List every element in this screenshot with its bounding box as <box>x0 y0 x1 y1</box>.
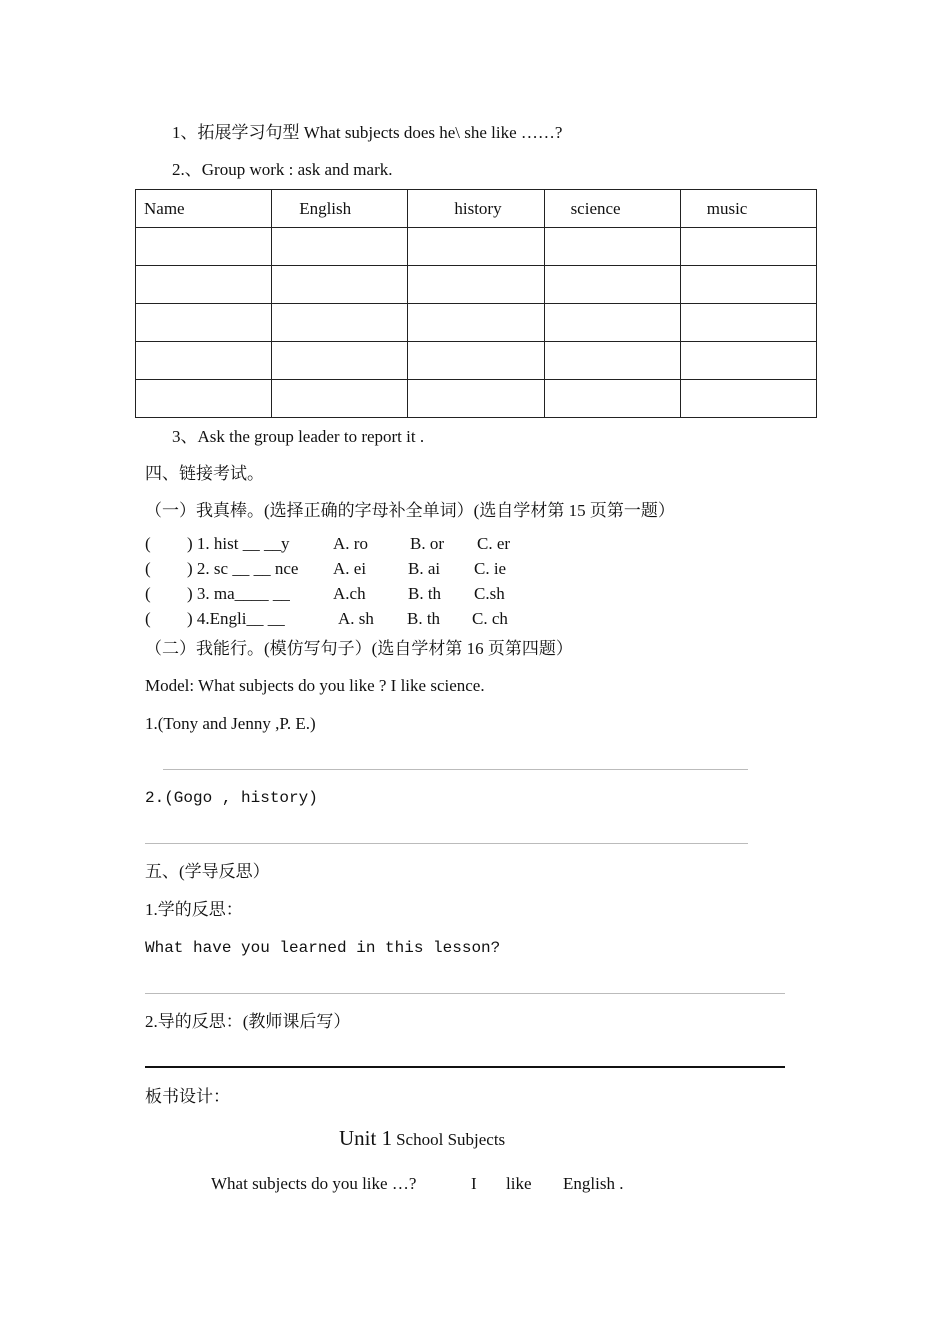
option-a: A.ch <box>333 584 366 603</box>
board-word-like: like <box>506 1174 532 1193</box>
table-cell[interactable] <box>272 304 408 342</box>
reflection-question: What have you learned in this lesson? <box>145 939 501 957</box>
option-b: B. th <box>407 609 441 628</box>
table-cell[interactable] <box>680 228 816 266</box>
board-question: What subjects do you like …? <box>211 1174 417 1193</box>
table-cell[interactable] <box>544 228 680 266</box>
item-1-text: 1、拓展学习句型 What subjects does he\ she like ……? <box>172 123 563 142</box>
answer-paren[interactable]: ( <box>145 534 151 553</box>
table-cell[interactable] <box>408 380 544 418</box>
table-cell[interactable] <box>136 228 272 266</box>
answer-line-3[interactable] <box>145 993 785 994</box>
option-b: B. th <box>408 584 442 603</box>
table-cell[interactable] <box>136 266 272 304</box>
question-text: ) 2. sc __ __ nce <box>187 559 299 578</box>
table-row <box>136 380 817 418</box>
table-row <box>136 342 817 380</box>
question-text: ) 4.Engli__ __ <box>187 609 285 628</box>
model-sentence: Model: What subjects do you like ? I like science. <box>145 676 485 695</box>
table-cell[interactable] <box>408 342 544 380</box>
option-a: A. ro <box>333 534 368 553</box>
table-cell[interactable] <box>680 380 816 418</box>
reflection-1-label: 1.学的反思： <box>145 900 243 919</box>
table-cell[interactable] <box>272 342 408 380</box>
section-5-heading: 五、(学导反思） <box>145 862 270 881</box>
table-cell[interactable] <box>544 380 680 418</box>
table-cell[interactable] <box>680 342 816 380</box>
unit-heading <box>339 1126 505 1151</box>
table-cell[interactable] <box>544 266 680 304</box>
question-text: ) 1. hist __ __y <box>187 534 290 553</box>
item-3-text: 3、Ask the group leader to report it . <box>172 427 425 446</box>
table-cell[interactable] <box>272 228 408 266</box>
option-c: C. er <box>477 534 511 553</box>
table-row <box>136 266 817 304</box>
table-header-row <box>136 190 817 228</box>
table-cell[interactable] <box>272 380 408 418</box>
table-cell[interactable] <box>136 342 272 380</box>
option-a: A. sh <box>338 609 374 628</box>
option-c: C. ie <box>474 559 507 578</box>
table-cell[interactable] <box>136 304 272 342</box>
exercise-2: 2.(Gogo , history) <box>145 789 318 807</box>
exercise-1: 1.(Tony and Jenny ,P. E.) <box>145 714 316 733</box>
header-music: music <box>680 190 816 228</box>
header-english: English <box>272 190 408 228</box>
table-cell[interactable] <box>680 266 816 304</box>
option-a: A. ei <box>333 559 367 578</box>
option-b: B. ai <box>408 559 441 578</box>
unit-title: School Subjects <box>396 1130 506 1149</box>
table-cell[interactable] <box>544 342 680 380</box>
question-text: ) 3. ma____ __ <box>187 584 290 603</box>
item-2-text: 2.、Group work : ask and mark. <box>172 160 393 179</box>
table-row <box>136 304 817 342</box>
header-science: science <box>544 190 680 228</box>
part-1-title: （一）我真棒。(选择正确的字母补全单词）(选自学材第 15 页第一题） <box>145 501 675 520</box>
answer-paren[interactable]: ( <box>145 559 151 578</box>
header-name: Name <box>136 190 272 228</box>
option-b: B. or <box>410 534 444 553</box>
table-cell[interactable] <box>136 380 272 418</box>
answer-paren[interactable]: ( <box>145 584 151 603</box>
answer-line-1[interactable] <box>163 769 748 770</box>
table-cell[interactable] <box>408 228 544 266</box>
group-work-table <box>135 189 817 418</box>
table-cell[interactable] <box>544 304 680 342</box>
table-cell[interactable] <box>680 304 816 342</box>
board-word-i: I <box>471 1174 477 1193</box>
reflection-2-label: 2.导的反思：(教师课后写） <box>145 1012 351 1031</box>
table-cell[interactable] <box>408 304 544 342</box>
table-cell[interactable] <box>408 266 544 304</box>
answer-paren[interactable]: ( <box>145 609 151 628</box>
board-design-label: 板书设计： <box>145 1087 230 1106</box>
table-row <box>136 228 817 266</box>
board-word-english: English . <box>563 1174 624 1193</box>
answer-line-4[interactable] <box>145 1066 785 1068</box>
part-2-title: （二）我能行。(模仿写句子）(选自学材第 16 页第四题） <box>145 639 573 658</box>
table-cell[interactable] <box>272 266 408 304</box>
section-4-heading: 四、链接考试。 <box>145 464 264 483</box>
header-history: history <box>408 190 544 228</box>
unit-number: Unit 1 <box>339 1126 393 1150</box>
option-c: C. ch <box>472 609 508 628</box>
answer-line-2[interactable] <box>145 843 748 844</box>
option-c: C.sh <box>474 584 505 603</box>
